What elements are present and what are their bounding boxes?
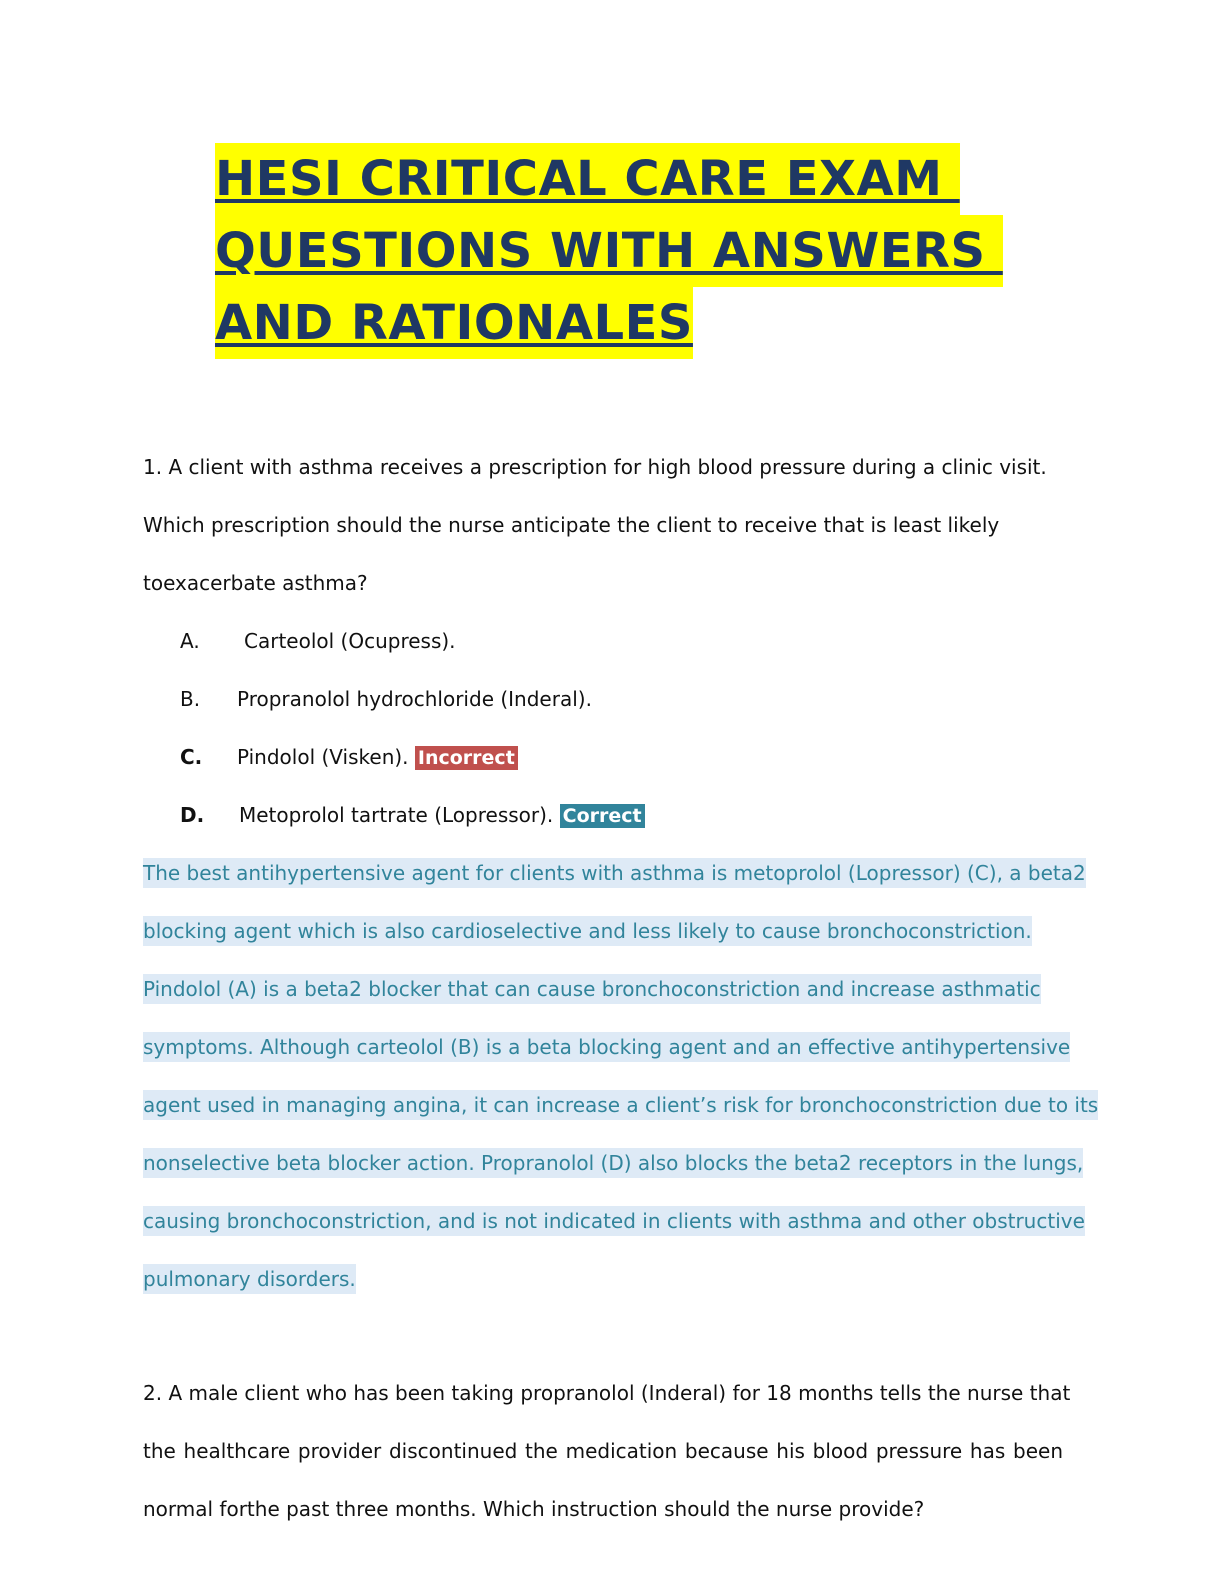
question-2-line-2: the healthcare provider discontinued the medication because his blood pressure has been	[143, 1439, 1063, 1463]
question-2-line-3: normal forthe past three months. Which instruction should the nurse provide?	[143, 1497, 925, 1521]
option-text: Pindolol (Visken).	[237, 745, 409, 769]
incorrect-badge: Incorrect	[415, 746, 518, 770]
rationale-line	[143, 902, 1063, 960]
rationale-line-5: agent used in managing angina, it can increase a client’s risk for bronchoconstriction due to its	[143, 1090, 1098, 1120]
option-letter: C.	[180, 745, 203, 769]
rationale-line	[143, 1250, 1063, 1308]
rationale	[143, 844, 1099, 1308]
rationale-line	[143, 844, 1086, 902]
rationale-line	[143, 1192, 1085, 1250]
option-text: Carteolol (Ocupress).	[244, 629, 456, 653]
option-letter: B.	[180, 687, 201, 711]
rationale-line-6: nonselective beta blocker action. Propranolol (D) also blocks the beta2 receptors in the lungs,	[143, 1148, 1083, 1178]
question-2-line-1: 2. A male client who has been taking propranolol (Inderal) for 18 months tells the nurse that	[143, 1381, 1071, 1405]
rationale-line	[143, 1018, 1071, 1076]
rationale-line-8: pulmonary disorders.	[143, 1264, 356, 1294]
option-letter: D.	[180, 803, 205, 827]
section-spacer	[143, 1308, 1063, 1364]
rationale-line	[143, 960, 1063, 1018]
option-text: Propranolol hydrochloride (Inderal).	[237, 687, 592, 711]
question-1-line-1: 1. A client with asthma receives a prescription for high blood pressure during a clinic visit.	[143, 455, 1047, 479]
question-2	[143, 1364, 1071, 1538]
rationale-line-4: symptoms. Although carteolol (B) is a beta blocking agent and an effective antihypertensive	[143, 1032, 1070, 1062]
option-letter: A.	[180, 629, 200, 653]
option-text-wrap	[237, 728, 518, 787]
question-1	[143, 438, 1099, 1308]
rationale-line-3: Pindolol (A) is a beta2 blocker that can cause bronchoconstriction and increase asthmatic	[143, 974, 1041, 1004]
title-line-1: HESI CRITICAL CARE EXAM	[215, 143, 960, 215]
option-a	[143, 612, 1063, 670]
question-1-line-2: Which prescription should the nurse anticipate the client to receive that is least likely	[143, 513, 1000, 537]
option-d	[143, 786, 1063, 844]
title-line-2: QUESTIONS WITH ANSWERS	[215, 215, 1003, 287]
correct-badge: Correct	[560, 804, 645, 828]
rationale-line	[143, 1134, 1084, 1192]
option-text-wrap	[239, 786, 645, 845]
option-text: Metoprolol tartrate (Lopressor).	[239, 803, 554, 827]
rationale-line-1: The best antihypertensive agent for clients with asthma is metoprolol (Lopressor) (C), a beta2	[143, 858, 1086, 888]
option-c	[143, 728, 1063, 786]
rationale-line	[143, 1076, 1099, 1134]
title-line-3: AND RATIONALES	[215, 287, 693, 359]
question-1-line-3: toexacerbate asthma?	[143, 571, 368, 595]
rationale-line-7: causing bronchoconstriction, and is not indicated in clients with asthma and other obstructive	[143, 1206, 1085, 1236]
document-title	[215, 143, 1075, 359]
option-b	[143, 670, 1063, 728]
document-body	[143, 438, 1099, 1538]
rationale-line-2: blocking agent which is also cardioselective and less likely to cause bronchoconstriction.	[143, 916, 1032, 946]
